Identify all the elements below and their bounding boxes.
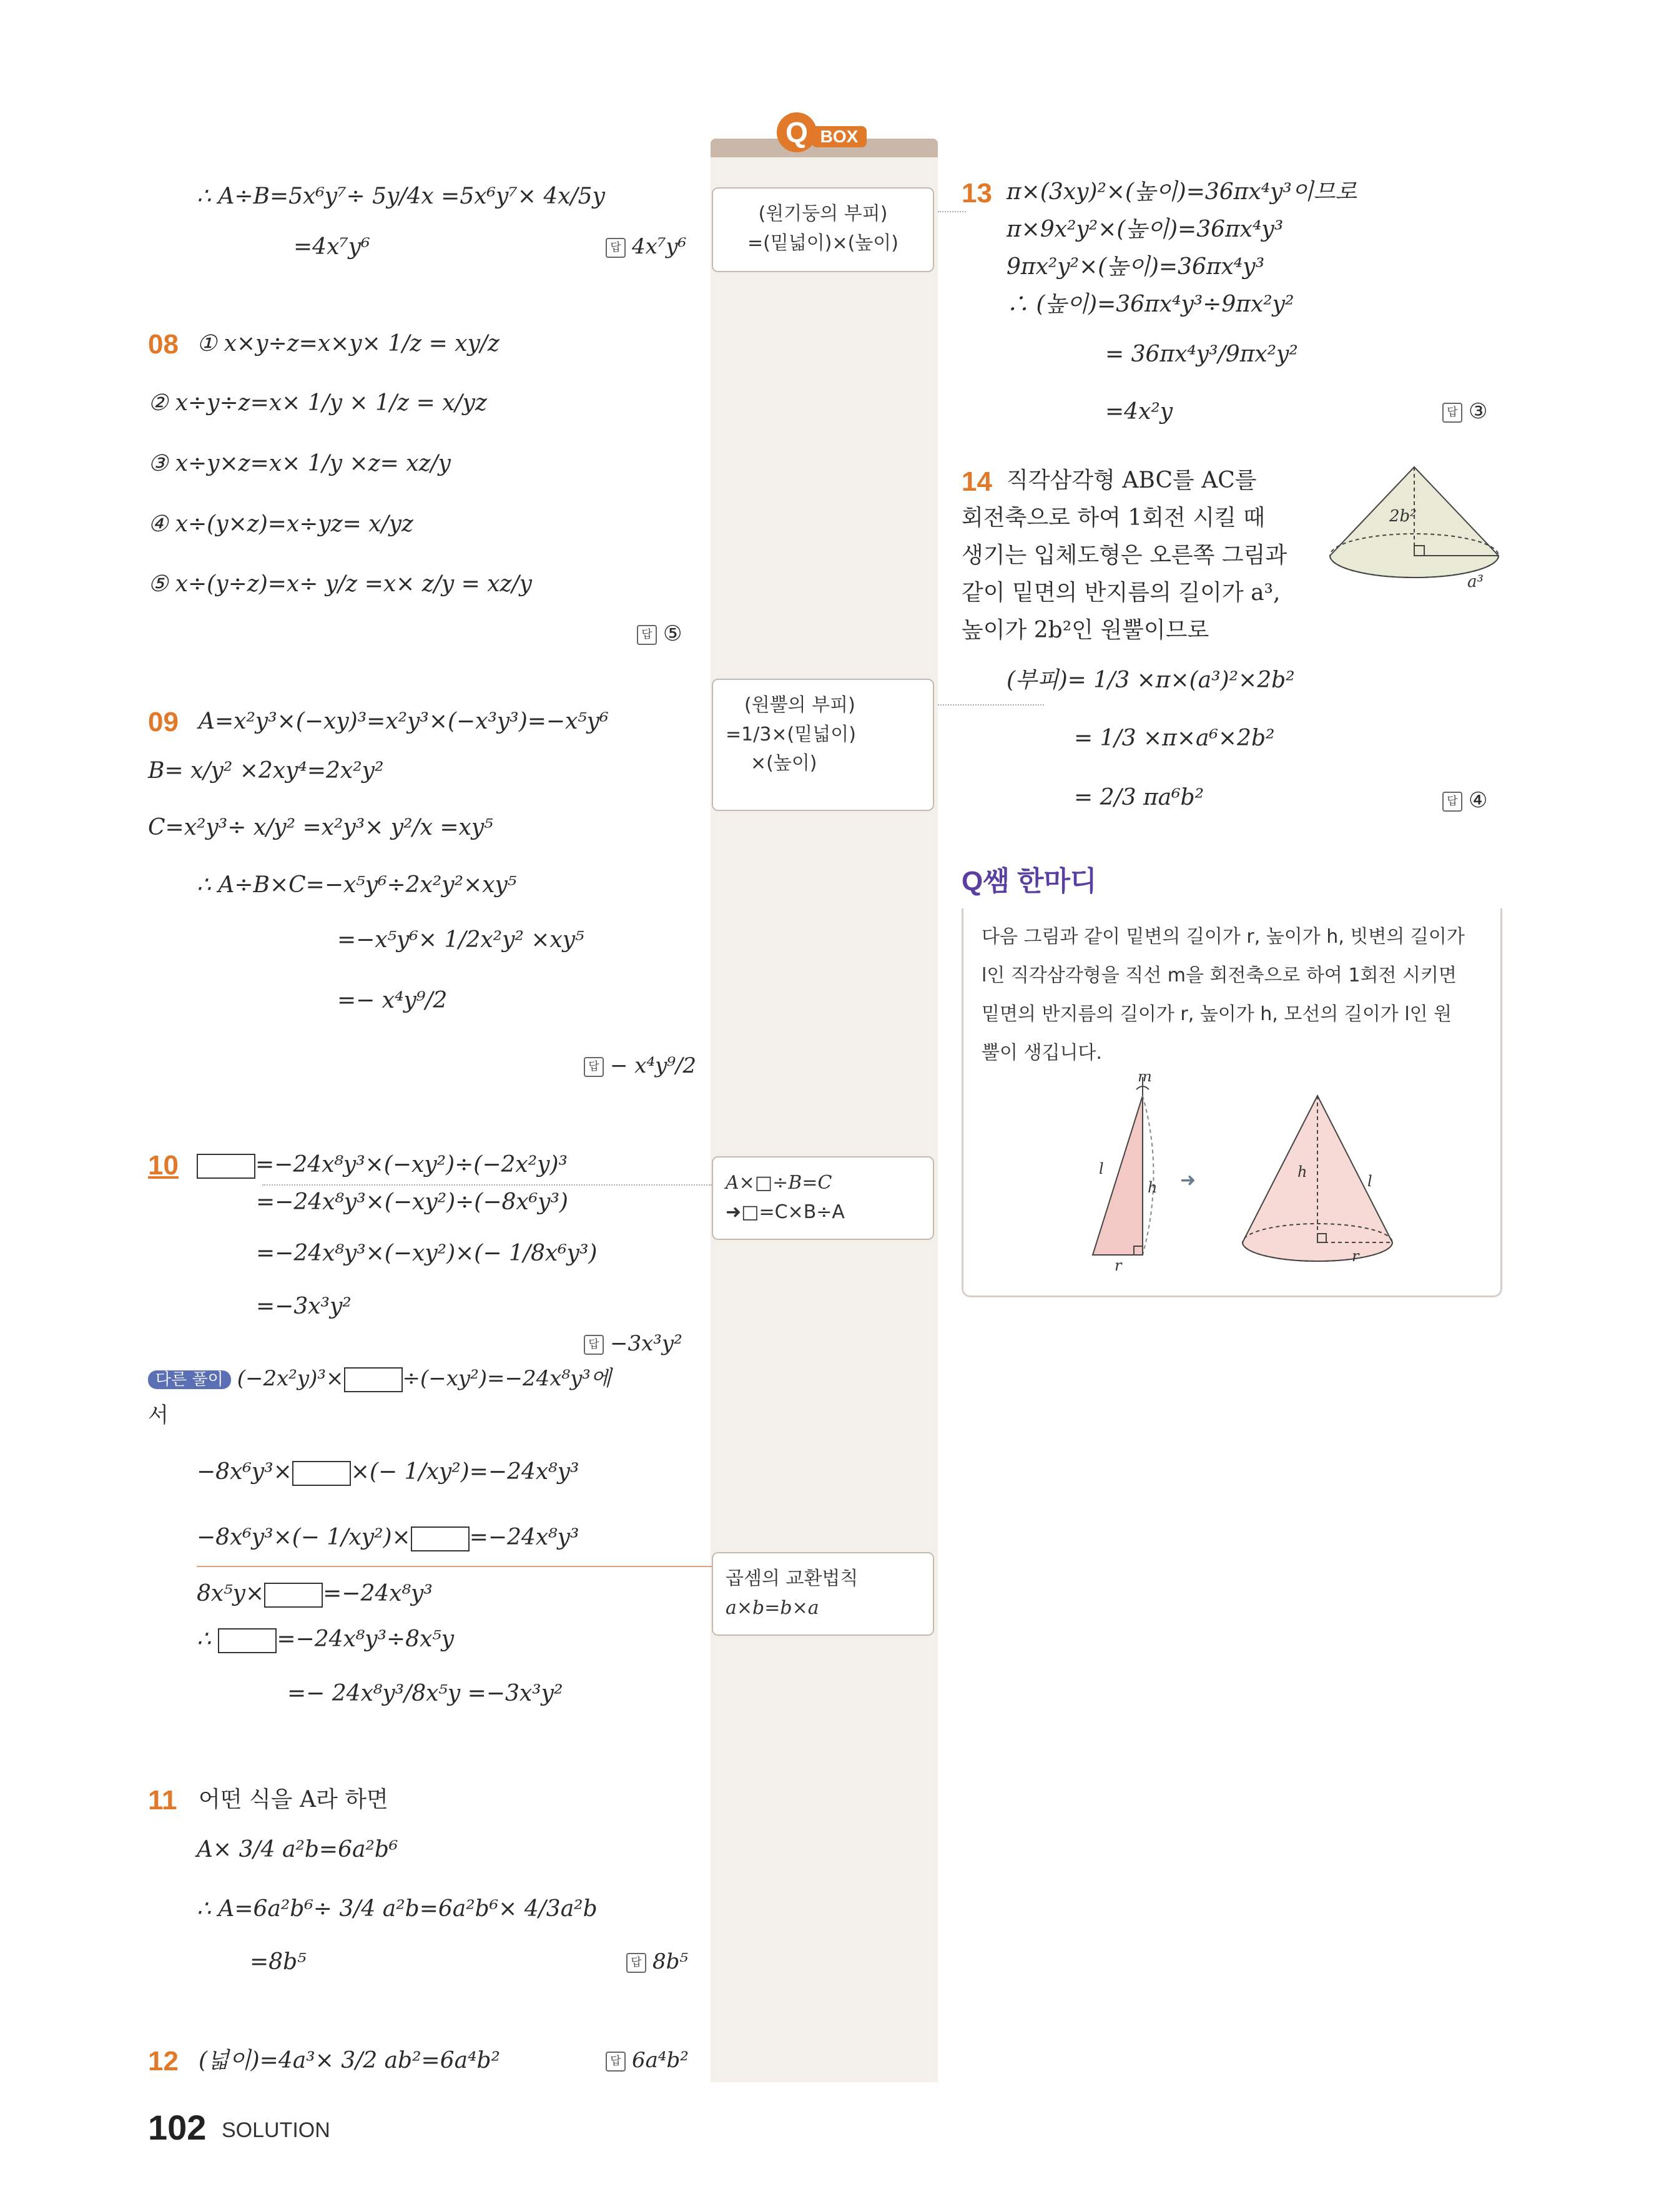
qbox-note-inverse: A×□÷B=C ➜□=C×B÷A [712,1156,934,1240]
p14-line-1: (부피)= 1/3 ×π×(a³)²×2b² [1007,667,1295,693]
prev-line-2: =4x⁷y⁶ [293,234,370,260]
p13-line-4: ∴ (높이)=36πx⁴y³÷9πx²y² [1007,292,1294,317]
page-number: 102 [148,2108,207,2147]
cone-height-label: 2b² [1389,507,1417,526]
qbox-column [711,147,938,2082]
rotation-figure [1055,1074,1405,1286]
p10-line-3: =−24x⁸y³×(−xy²)×(− 1/8x⁶y³) [256,1241,598,1266]
alt-divider [197,1566,712,1567]
problem-10-number: 10 [148,1150,179,1181]
p09-line-3: C=x²y³÷ x/y² =x²y³× y²/x =xy⁵ [148,815,493,840]
svg-text:l: l [1099,1160,1104,1177]
connector-13 [938,211,966,212]
tip-title: Q쌤 한마디 [962,866,1097,897]
qbox-logo [773,106,873,156]
qbox-note-cylinder: (원기둥의 부피) =(밑넓이)×(높이) [712,187,934,272]
p10-line-1: =−24x⁸y³×(−xy²)÷(−2x²y)³ [197,1154,568,1179]
svg-text:h: h [1148,1179,1158,1196]
svg-text:BOX: BOX [820,127,859,146]
connector-10 [262,1184,712,1186]
problem-13-number: 13 [962,178,992,209]
cone-figure [1324,462,1505,599]
p11-answer: 답 8b⁵ [626,1951,688,1973]
p12-answer: 답 6a⁴b² [606,2050,689,2072]
p08-line-2: ② x÷y÷z=x× 1/y × 1/z = x/yz [148,390,487,416]
answer-mark-icon: 답 [626,1953,646,1973]
p10-line-2: =−24x⁸y³×(−xy²)÷(−8x⁶y³) [256,1189,568,1215]
blank-box [264,1583,323,1608]
p09-line-4: ∴ A÷B×C=−x⁵y⁶÷2x²y²×xy⁵ [197,872,517,898]
p13-line-5: = 36πx⁴y³/9πx²y² [1105,342,1298,367]
answer-mark-icon: 답 [606,2052,626,2072]
svg-text:h: h [1297,1163,1307,1181]
p13-answer: 답 ③ [1442,401,1487,423]
p10-alt-line-6: =− 24x⁸y³/8x⁵y =−3x³y² [287,1681,563,1706]
p10-alt-line-5: ∴ =−24x⁸y³÷8x⁵y [197,1626,455,1652]
p10-alt-line-4: 8x⁵y× =−24x⁸y³ [197,1581,433,1606]
answer-mark-icon: 답 [606,238,626,258]
p08-line-5: ⑤ x÷(y÷z)=x÷ y/z =x× z/y = xz/y [148,571,532,597]
p11-line-4: =8b⁵ [250,1949,307,1975]
p08-line-3: ③ x÷y×z=x× 1/y ×z= xz/y [148,451,451,476]
blank-box [292,1461,351,1486]
p13-line-1: π×(3xy)²×(높이)=36πx⁴y³이므로 [1007,179,1357,205]
tip-text: 다음 그림과 같이 밑변의 길이가 r, 높이가 h, 빗변의 길이가 l인 직각삼각형을 직선 m을 회전축으로 하여 1회전 시키면 밑면의 반지름의 길이가 r, 높이가 h, 모선의 길이가 l인 원 뿔이 생깁니다. [982,926,1465,1064]
p14-line-3: = 2/3 πa⁶b² [1074,785,1204,810]
p10-line-4: =−3x³y² [256,1294,352,1319]
problem-08-number: 08 [148,329,179,360]
problem-12-number: 12 [148,2046,179,2077]
p10-alt-line-3: −8x⁶y³×(− 1/xy²)× =−24x⁸y³ [197,1525,579,1550]
p14-text-3: 생기는 입체도형은 오른쪽 그림과 [962,543,1287,568]
answer-mark-icon: 답 [1442,792,1462,812]
svg-text:m: m [1138,1074,1152,1085]
blank-box [411,1526,470,1551]
p09-line-5: =−x⁵y⁶× 1/2x²y² ×xy⁵ [337,927,584,953]
p14-text-4: 같이 밑면의 반지름의 길이가 a³, [962,580,1281,606]
p09-line-6: =− x⁴y⁹/2 [337,988,448,1013]
problem-14-number: 14 [962,466,992,497]
svg-text:r: r [1115,1257,1122,1274]
p09-answer: 답 − x⁴y⁹/2 [584,1055,696,1077]
p09-line-2: B= x/y² ×2xy⁴=2x²y² [148,758,384,784]
p12-line-1: (넓이)=4a³× 3/2 ab²=6a⁴b² [199,2048,500,2073]
prev-answer: 답 4x⁷y⁶ [606,236,686,258]
p10-alt-line-1: 다른 풀이 (−2x²y)³× ÷(−xy²)=−24x⁸y³에 [148,1367,611,1392]
prev-line-1: ∴ A÷B=5x⁶y⁷÷ 5y/4x =5x⁶y⁷× 4x/5y [197,184,605,209]
svg-text:l: l [1367,1172,1372,1190]
qbox-note-commutative: 곱셈의 교환법칙 a×b=b×a [712,1552,934,1636]
p09-line-1: A=x²y³×(−xy)³=x²y³×(−x³y³)=−x⁵y⁶ [199,709,609,734]
p11-line-1: 어떤 식을 A라 하면 [199,1787,388,1812]
p11-line-2: A× 3/4 a²b=6a²b⁶ [197,1837,398,1862]
page-label: SOLUTION [222,2118,330,2142]
svg-text:r: r [1352,1247,1359,1265]
answer-mark-icon: 답 [1442,403,1462,423]
problem-09-number: 09 [148,707,179,737]
p08-line-1: ① x×y÷z=x×y× 1/z = xy/z [197,331,500,356]
p14-text-5: 높이가 2b²인 원뿔이므로 [962,617,1209,643]
p14-line-2: = 1/3 ×π×a⁶×2b² [1074,725,1275,751]
answer-mark-icon: 답 [584,1335,604,1355]
blank-box [197,1154,255,1179]
cone-radius-label: a³ [1467,573,1484,591]
blank-box [218,1628,277,1653]
alt-solution-badge: 다른 풀이 [148,1370,231,1389]
p14-answer: 답 ④ [1442,790,1487,812]
p10-answer: 답 −3x³y² [584,1333,682,1355]
p11-line-3: ∴ A=6a²b⁶÷ 3/4 a²b=6a²b⁶× 4/3a²b [197,1896,598,1922]
p14-text-1: 직각삼각형 ABC를 AC를 [1007,468,1257,493]
svg-text:Q: Q [785,116,808,149]
problem-11-number: 11 [148,1785,177,1816]
p10-alt-line-1c: 서 [148,1403,169,1428]
p13-line-3: 9πx²y²×(높이)=36πx⁴y³ [1007,254,1265,280]
connector-14 [938,704,1044,705]
answer-mark-icon: 답 [637,625,657,645]
p10-alt-line-2: −8x⁶y³× ×(− 1/xy²)=−24x⁸y³ [197,1459,579,1485]
p13-line-2: π×9x²y²×(높이)=36πx⁴y³ [1007,217,1284,242]
p08-line-4: ④ x÷(y×z)=x÷yz= x/yz [148,511,414,537]
p14-text-2: 회전축으로 하여 1회전 시킬 때 [962,505,1265,531]
p08-answer: 답 ⑤ [637,623,682,645]
p13-line-6: =4x²y [1105,399,1173,425]
blank-box [344,1367,403,1392]
answer-mark-icon: 답 [584,1057,604,1077]
qbox-note-cone: (원뿔의 부피) =1/3×(밑넓이) ×(높이) [712,679,934,811]
arrow-right-icon: ➜ [1180,1169,1196,1191]
